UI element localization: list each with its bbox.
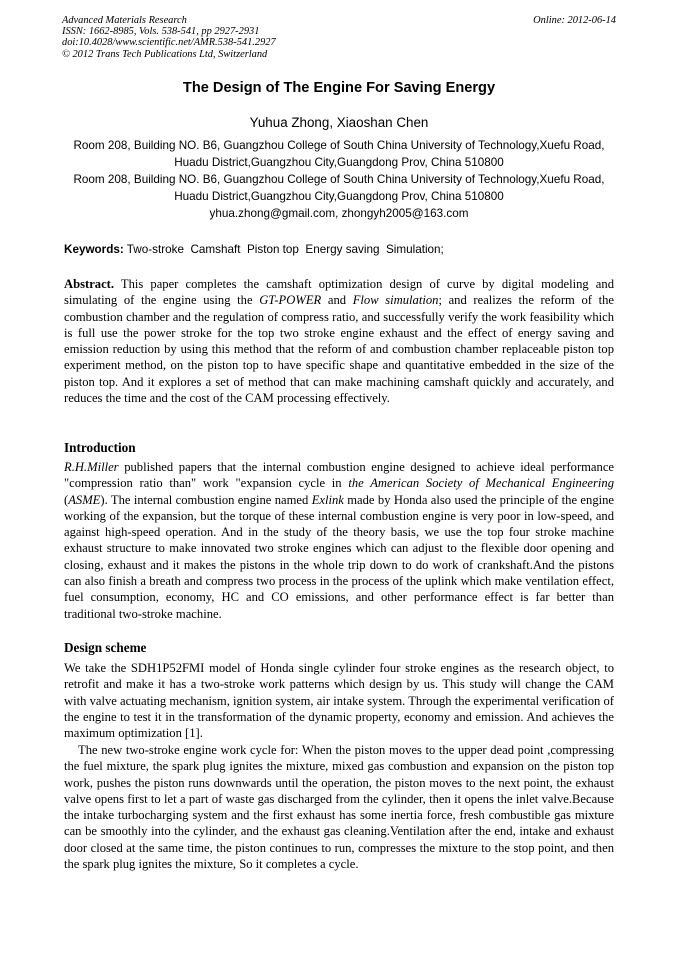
abstract-software-2: Flow simulation xyxy=(352,293,439,308)
paper-authors: Yuhua Zhong, Xiaoshan Chen xyxy=(249,115,429,130)
journal-header xyxy=(62,15,616,60)
design-scheme-heading: Design scheme xyxy=(64,640,147,655)
abstract-text-2: and xyxy=(321,293,353,308)
keywords-text: Two-stroke Camshaft Piston top Energy saving Simulation; xyxy=(123,243,444,256)
keywords-label: Keywords: xyxy=(64,243,124,256)
abstract-software-1: GT-POWER xyxy=(259,293,322,308)
online-date: Online: 2012-06-14 xyxy=(533,15,616,26)
intro-society-ref: the American Society of Mechanical Engineering xyxy=(348,476,615,491)
design-scheme-paragraph-2: The new two-stroke engine work cycle for: When the piston moves to the upper dead point ,compressing the fuel mixture, the spark plug ignites the mixture, mixed gas combustion and expansion on the piston top work, pushes the piston runs downwards until the operation, the piston moves to the next point, the exhaust valve opens first to let a part of waste gas discharged from the cylinder, then it opens the inlet valve.Because the intake turbocharging system and the first exhaust has some inertia force, fresh combustible gas mixture can be smoothly into the cylinder, and the exhaust gas cleaning.Ventilation after the end, intake and exhaust door closed at the same time, the piston continues to run, compresses the mixture to the stop point, and then the spark plug ignites the mixture, So it completes a cycle. xyxy=(64,743,614,872)
abstract-label: Abstract. xyxy=(64,277,115,291)
doi-line: doi:10.4028/www.scientific.net/AMR.538-541.2927 xyxy=(62,37,276,49)
introduction-paragraph xyxy=(64,459,614,622)
keywords-line xyxy=(64,243,616,256)
intro-text-4: made by Honda also used the principle of the engine working of the expansion, but the torque of these internal combustion engine is very poor in low-speed, and against high-speed operation. And in the study of the theory basis, we use the top four stroke machine exhaust structure to make innovated two stroke engines which can adjust to the flexible door opening and closing, exhaust and it makes the pistons in the whole trip down to do work of crankshaft.And the pistons can also finish a breath and compress two process in the process of the uplink which make ventilation effect, fuel consumption, economy, HC and CO emissions, and other performance effect is far better than traditional two-stroke machine. xyxy=(64,492,614,621)
issn-line: ISSN: 1662-8985, Vols. 538-541, pp 2927-2931 xyxy=(62,26,260,38)
copyright-line: © 2012 Trans Tech Publications Ltd, Switzerland xyxy=(62,48,268,60)
intro-exlink-ref: Exlink xyxy=(311,492,344,507)
intro-text-1: published papers that the internal combustion engine designed to achieve ideal performance "compression ratio than" work "expansion cycle in xyxy=(64,460,614,491)
paper-title: The Design of The Engine For Saving Energy xyxy=(182,80,496,96)
intro-asme-ref: ASME xyxy=(68,492,101,507)
affiliation-1: Room 208, Building NO. B6, Guangzhou College of South China University of Technology,Xuefu Road, Huadu District,Guangzhou City,Guangdong Prov, China 510800 xyxy=(73,139,605,169)
design-scheme-paragraph-1: We take the SDH1P52FMI model of Honda single cylinder four stroke engines as the research object, to retrofit and make it has a two-stroke work patterns which design by us. This study will change the CAM with valve actuating mechanism, ignition system, air intake system. Through the experimental verification of the engine to test it in the transformation of the dynamic property, economy and emission. And achieves the maximum optimization [1]. xyxy=(64,661,614,741)
abstract-paragraph xyxy=(64,276,614,406)
abstract-text-1: This paper completes the camshaft optimization design of curve by digital modeling and simulating of the engine using the xyxy=(64,277,614,308)
intro-author-ref: R.H.Miller xyxy=(64,460,119,474)
abstract-text-3: ; and realizes the reform of the combustion chamber and the regulation of compress ratio, and successfully verify the work feasibility which is full use the power stroke for the top two stroke engine exhaust and the effect of energy saving and emission reduction by using this method that the reform of and combustion chamber replaceable piston top experiment method, on the piston top to have specific shape and quantitative embedded in the size of the piston top. And it explores a set of method that can make machining camshaft quickly and accurately, and reduces the time and the cost of the CAM processing effectively. xyxy=(64,293,614,406)
intro-text-3: ). The internal combustion engine named xyxy=(100,492,312,507)
author-emails: yhua.zhong@gmail.com, zhongyh2005@163.com xyxy=(209,207,469,220)
affiliation-2: Room 208, Building NO. B6, Guangzhou College of South China University of Technology,Xuefu Road, Huadu District,Guangzhou City,Guangdong Prov, China 510800 xyxy=(73,173,605,203)
introduction-heading: Introduction xyxy=(64,440,136,455)
journal-name: Advanced Materials Research xyxy=(62,15,187,26)
intro-text-2: ( xyxy=(64,492,69,507)
